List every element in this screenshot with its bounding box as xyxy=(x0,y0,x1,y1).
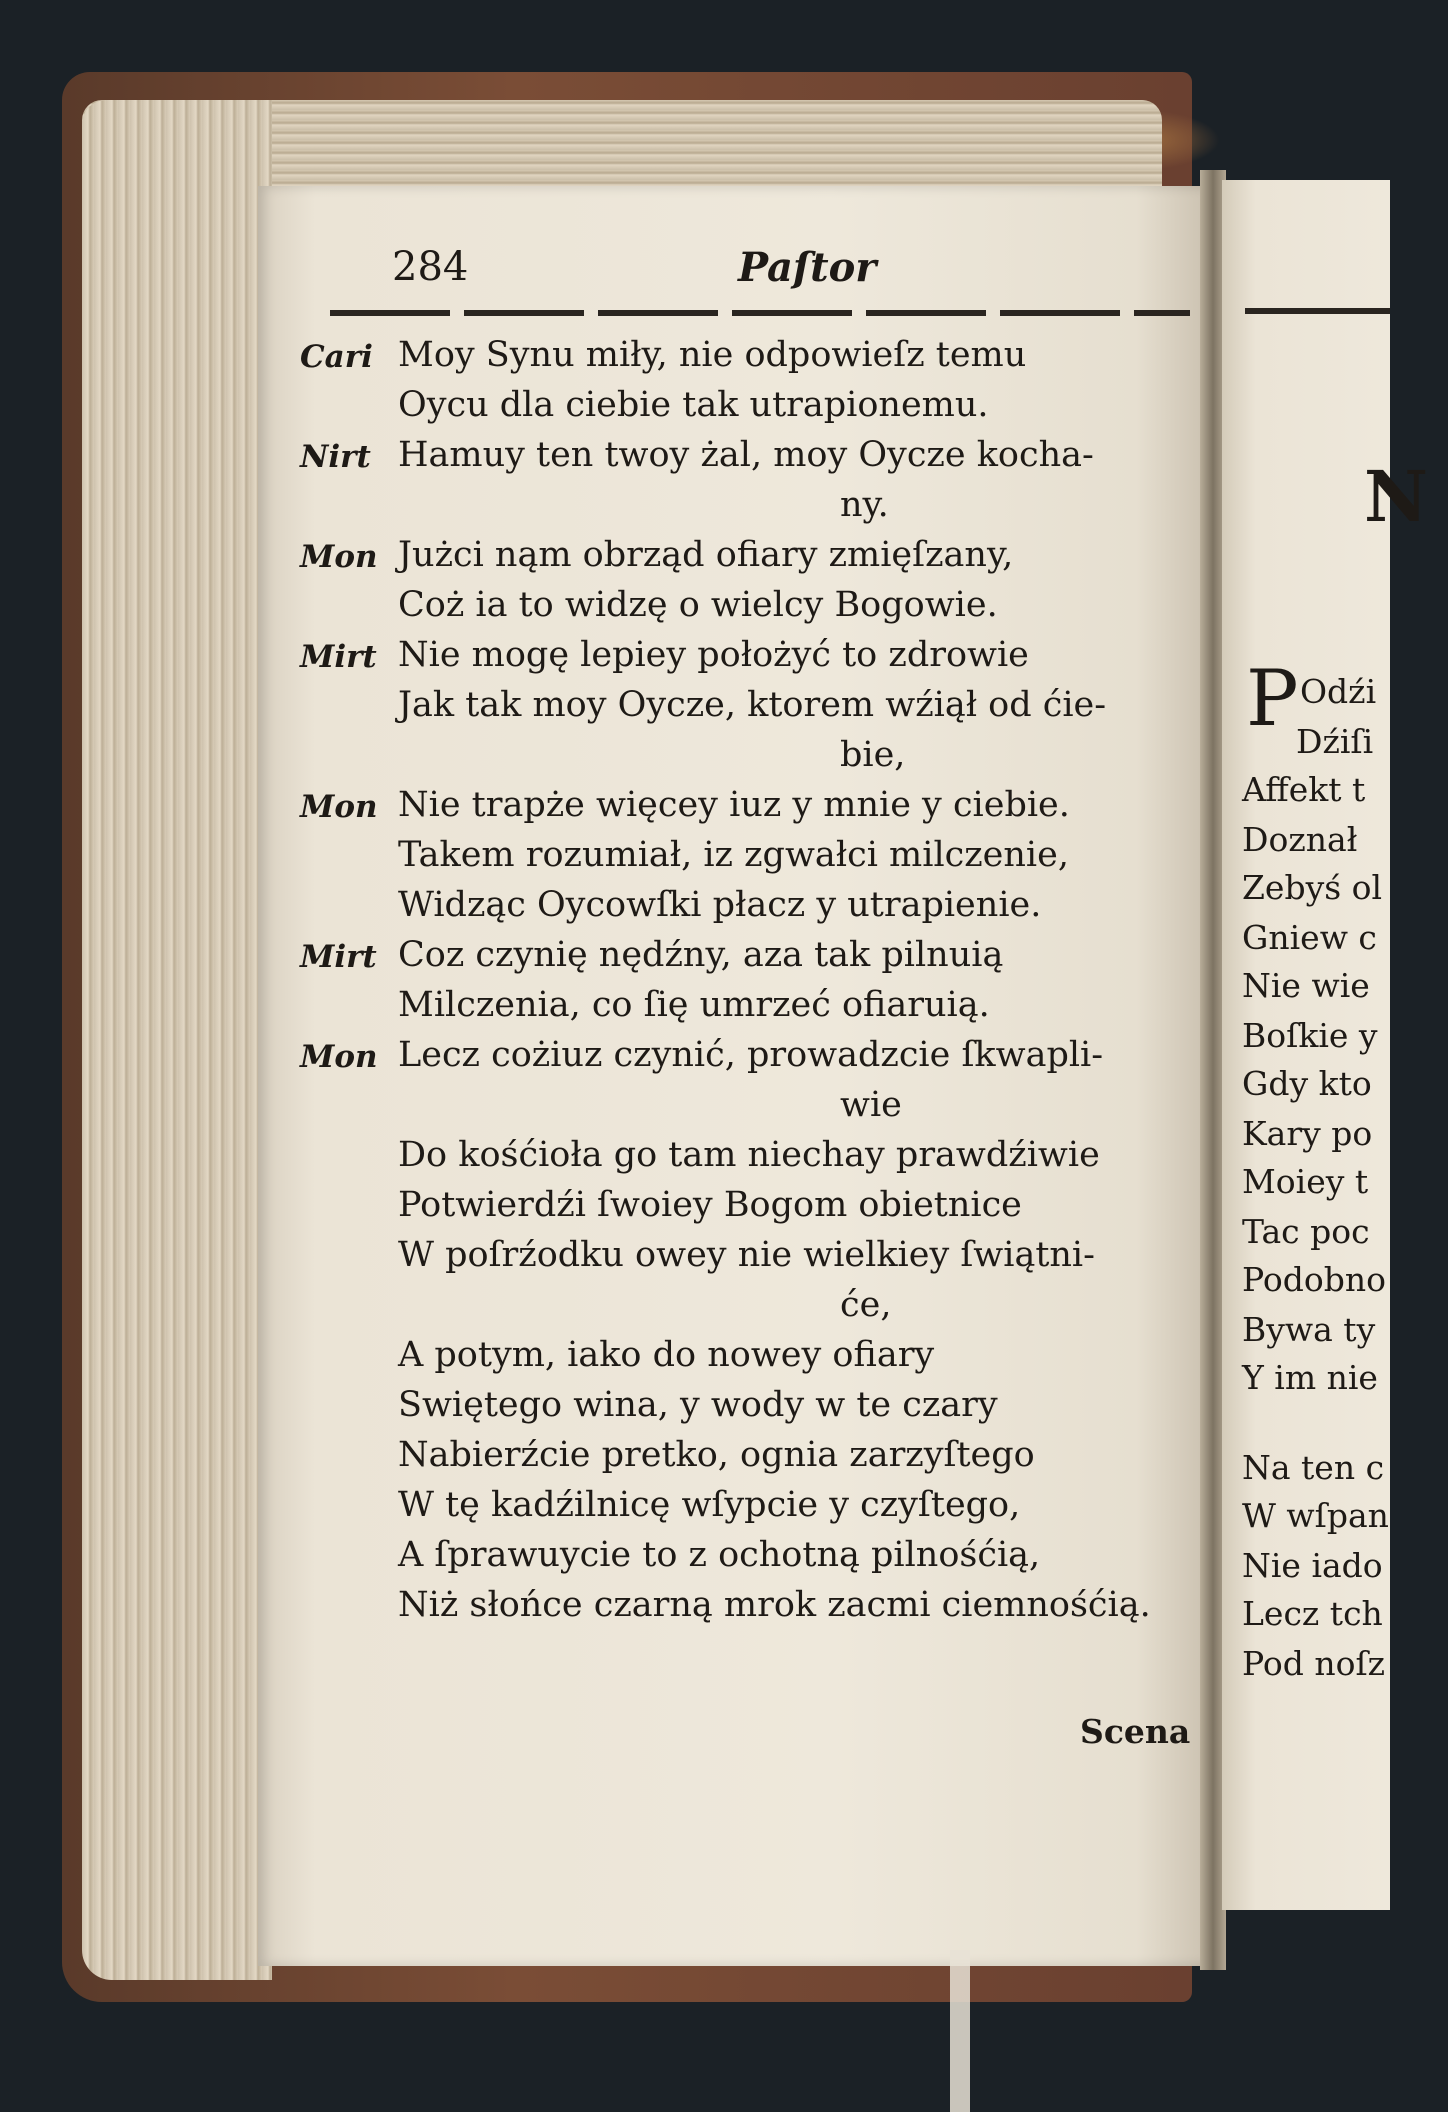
verse-text: W poſrźodku owey nie wielkiey ſwiątni- xyxy=(398,1235,1095,1275)
right-heading-letter: N xyxy=(1364,455,1428,538)
verse-text: Hamuy ten twoy żal, moy Oycze kocha- xyxy=(398,435,1094,475)
verse-line xyxy=(300,1280,1200,1330)
right-verse-line: Affekt t xyxy=(1242,770,1366,809)
verse-line xyxy=(300,430,1200,480)
verse-text: Milczenia, co ſię umrzeć ofiaruią. xyxy=(398,985,990,1025)
right-verse-line: Gniew c xyxy=(1242,918,1377,957)
right-verse-line: Podobno xyxy=(1242,1260,1386,1299)
verse-line xyxy=(300,1230,1200,1280)
right-verse-line: Pod noſz xyxy=(1242,1644,1386,1683)
right-verse-line: Nie iado xyxy=(1242,1546,1383,1585)
right-header-rule xyxy=(1245,308,1390,314)
verse-text: Takem rozumiał, iz zgwałci milczenie, xyxy=(398,835,1069,875)
right-verse-line: W wſpan xyxy=(1242,1496,1389,1535)
page-number: 284 xyxy=(392,244,469,290)
verse-line xyxy=(300,1580,1200,1630)
verse-line xyxy=(300,630,1200,680)
bookmark-ribbon xyxy=(950,1950,970,2112)
verse-text: Nie mogę lepiey położyć to zdrowie xyxy=(398,635,1029,675)
verse-line xyxy=(300,380,1200,430)
verse-text: A potym, iako do nowey ofiary xyxy=(398,1335,935,1375)
right-verse-line: Y im nie xyxy=(1242,1358,1378,1397)
right-verse-line: Moiey t xyxy=(1242,1162,1369,1201)
right-verse-line: Boſkie y xyxy=(1242,1016,1378,1055)
verse-text: Swiętego wina, y wody w te czary xyxy=(398,1385,998,1425)
right-verse-line: Gdy kto xyxy=(1242,1064,1372,1103)
verse-text: Coż ia to widzę o wielcy Bogowie. xyxy=(398,585,998,625)
verse-line xyxy=(300,1030,1200,1080)
verse-line xyxy=(300,1480,1200,1530)
speaker-label: Mon xyxy=(300,789,378,825)
right-verse-line: Na ten c xyxy=(1242,1448,1385,1487)
right-verse-line: Odźi xyxy=(1300,672,1377,711)
verse-line xyxy=(300,680,1200,730)
verse-turnover: ny. xyxy=(840,485,889,525)
verse-line xyxy=(300,1430,1200,1480)
verse-turnover: će, xyxy=(840,1285,892,1325)
speaker-label: Mon xyxy=(300,539,378,575)
right-verse-line: Tac poc xyxy=(1242,1212,1370,1251)
speaker-label: Nirt xyxy=(300,439,371,475)
verse-line xyxy=(300,780,1200,830)
verse-text: Jużci nąm obrząd ofiary zmięſzany, xyxy=(398,535,1014,575)
right-verse-line: Lecz tch xyxy=(1242,1594,1383,1633)
right-verse-line: Doznał xyxy=(1242,820,1358,859)
verse-text: Moy Synu miły, nie odpowieſz temu xyxy=(398,335,1027,375)
verse-line xyxy=(300,730,1200,780)
speaker-label: Mirt xyxy=(300,939,377,975)
right-verse-line: Bywa ty xyxy=(1242,1310,1376,1349)
verse-text: Niż słońce czarną mrok zacmi ciemnośćią. xyxy=(398,1585,1151,1625)
verse-text: Lecz cożiuz czynić, prowadzcie ſkwapli- xyxy=(398,1035,1104,1075)
verse-line xyxy=(300,480,1200,530)
verse-text: W tę kadźilnicę wſypcie y czyſtego, xyxy=(398,1485,1021,1525)
verse-line xyxy=(300,830,1200,880)
verse-line xyxy=(300,1080,1200,1130)
verse-text: Coz czynię nędźny, aza tak pilnuią xyxy=(398,935,1004,975)
right-verse-line: Zebyś ol xyxy=(1242,868,1383,907)
verse-turnover: bie, xyxy=(840,735,906,775)
verse-line xyxy=(300,580,1200,630)
verse-line xyxy=(300,1330,1200,1380)
right-verse-line: Dźiſi xyxy=(1296,722,1374,761)
right-verse-line: Kary po xyxy=(1242,1114,1373,1153)
verse-text: A ſprawuycie to z ochotną pilnośćią, xyxy=(398,1535,1041,1575)
verse-line xyxy=(300,880,1200,930)
verse-text: Nabierźcie pretko, ognia zarzyſtego xyxy=(398,1435,1035,1475)
right-drop-cap: P xyxy=(1246,654,1299,744)
speaker-label: Mon xyxy=(300,1039,378,1075)
verse-line xyxy=(300,1380,1200,1430)
verse-line xyxy=(300,1180,1200,1230)
verse-block xyxy=(300,330,1200,1630)
verse-line xyxy=(300,980,1200,1030)
verse-text: Widząc Oycowſki płacz y utrapienie. xyxy=(398,885,1042,925)
verse-text: Do kośćioła go tam niechay prawdźiwie xyxy=(398,1135,1100,1175)
verse-line xyxy=(300,930,1200,980)
verse-text: Jak tak moy Oycze, ktorem wźiął od ćie- xyxy=(398,685,1107,725)
catchword: Scena xyxy=(1080,1712,1191,1751)
speaker-label: Mirt xyxy=(300,639,377,675)
verse-line xyxy=(300,530,1200,580)
verse-line xyxy=(300,1530,1200,1580)
verse-line xyxy=(300,330,1200,380)
verse-turnover: wie xyxy=(840,1085,902,1125)
verse-line xyxy=(300,1130,1200,1180)
page-edges-side xyxy=(82,100,272,1980)
running-title: Paſtor xyxy=(738,244,877,291)
verse-text: Oycu dla ciebie tak utrapionemu. xyxy=(398,385,989,425)
verse-text: Potwierdźi ſwoiey Bogom obietnice xyxy=(398,1185,1022,1225)
header-rule xyxy=(330,310,1190,316)
right-verse-line: Nie wie xyxy=(1242,966,1370,1005)
speaker-label: Cari xyxy=(300,339,373,375)
verse-text: Nie trapże więcey iuz y mnie y ciebie. xyxy=(398,785,1070,825)
